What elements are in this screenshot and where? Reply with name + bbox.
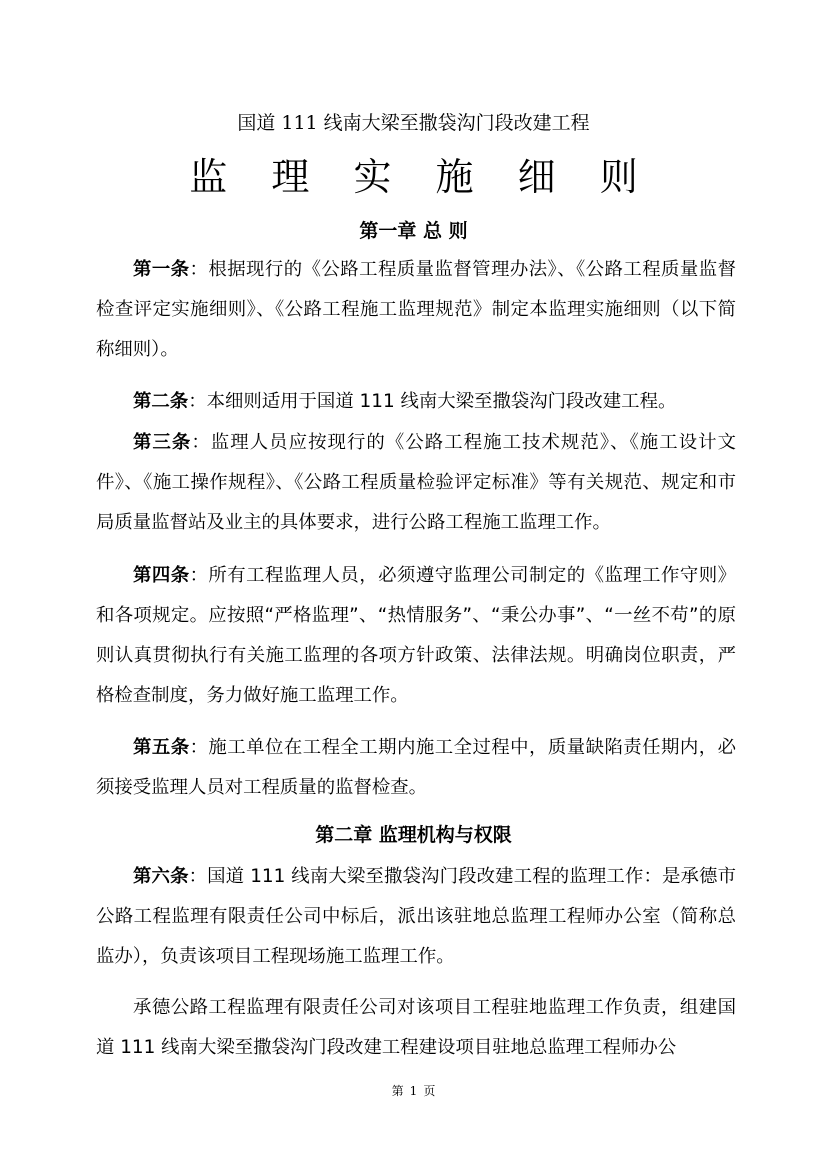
article-text: ：国道 111 线南大梁至撒袋沟门段改建工程的监理工作：是承德市公路工程监理有限责任公司中标后，派出该驻地总监理工程师办公室（简称总监办），负责该项目工程现场施工监理工作。: [96, 866, 736, 967]
footer-prefix: 第: [391, 1084, 404, 1098]
article-label: 第二条: [133, 391, 189, 412]
article-label: 第一条: [133, 259, 190, 280]
article-4: [96, 556, 736, 716]
chapter-heading-2: 第二章 监理机构与权限: [315, 824, 512, 846]
article-label: 第四条: [133, 565, 190, 586]
article-text: ：施工单位在工程全工期内施工全过程中，质量缺陷责任期内，必须接受监理人员对工程质量的监督检查。: [96, 737, 736, 798]
article-label: 第六条: [133, 866, 189, 887]
document-subtitle: 国道 111 线南大梁至撒袋沟门段改建工程: [237, 112, 590, 134]
chapter-heading-1: 第一章 总 则: [359, 220, 468, 242]
article-text: ：监理人员应按现行的《公路工程施工技术规范》、《施工设计文件》、《施工操作规程》、《公路工程质量检验评定标准》等有关规范、规定和市局质量监督站及业主的具体要求，进行公路工程施工监理工作。: [96, 432, 736, 533]
footer-suffix: 页: [423, 1084, 436, 1098]
article-label: 第五条: [133, 737, 190, 758]
page-footer: [0, 1083, 827, 1099]
article-2: [96, 382, 736, 422]
page-number: 1: [409, 1084, 418, 1098]
body-paragraph: 承德公路工程监理有限责任公司对该项目工程驻地监理工作负责，组建国道 111 线南大梁至撒袋沟门段改建工程建设项目驻地总监理工程师办公: [96, 997, 736, 1058]
article-1: [96, 250, 736, 370]
article-text: ：根据现行的《公路工程质量监督管理办法》、《公路工程质量监督检查评定实施细则》、《公路工程施工监理规范》制定本监理实施细则（以下简称细则）。: [96, 259, 736, 360]
article-5: [96, 728, 736, 808]
article-text: ：所有工程监理人员，必须遵守监理公司制定的《监理工作守则》和各项规定。应按照“严格监理”、“热情服务”、“秉公办事”、“一丝不苟”的原则认真贯彻执行有关施工监理的各项方针政策、法律法规。明确岗位职责，严格检查制度，务力做好施工监理工作。: [96, 565, 736, 706]
article-6: [96, 857, 736, 977]
article-text: ：本细则适用于国道 111 线南大梁至撒袋沟门段改建工程。: [188, 391, 677, 412]
document-title: 监 理 实 施 细 则: [189, 155, 654, 199]
article-3: [96, 423, 736, 543]
article-label: 第三条: [133, 432, 192, 453]
